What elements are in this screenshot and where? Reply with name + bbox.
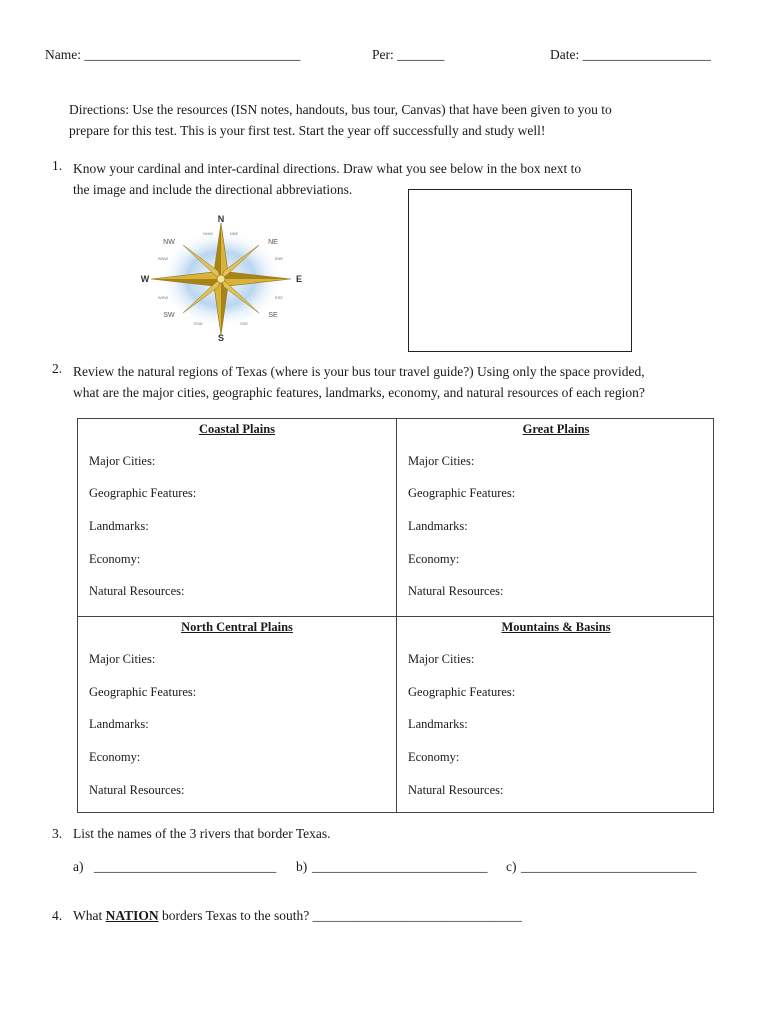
compass-label-e: E bbox=[295, 274, 303, 284]
question-4-before: What bbox=[73, 908, 106, 923]
compass-rose-icon bbox=[133, 213, 313, 343]
region-row: Landmarks: bbox=[408, 519, 468, 533]
question-2-line-2: what are the major cities, geographic features, landmarks, economy, and natural resources of each region? bbox=[73, 385, 645, 400]
answer-a-line[interactable]: ___________________________ bbox=[94, 859, 277, 874]
region-title: Mountains & Basins bbox=[501, 620, 611, 634]
region-row: Landmarks: bbox=[89, 717, 149, 731]
region-row: Natural Resources: bbox=[89, 783, 185, 797]
directions-line-1: Directions: Use the resources (ISN notes, handouts, bus tour, Canvas) that have been given to you to bbox=[69, 102, 612, 117]
regions-table bbox=[77, 418, 714, 813]
compass-label-nw: NW bbox=[163, 239, 175, 246]
compass-label-nnw: NNW bbox=[203, 231, 213, 236]
compass-label-sw: SW bbox=[163, 312, 175, 319]
name-field[interactable]: Name: ________________________________ bbox=[45, 47, 301, 62]
region-cell-coastal-plains[interactable] bbox=[78, 419, 396, 616]
answer-a-label: a) bbox=[73, 859, 84, 874]
region-row: Major Cities: bbox=[408, 652, 475, 666]
region-row: Landmarks: bbox=[408, 717, 468, 731]
region-row: Economy: bbox=[89, 552, 141, 566]
period-field[interactable]: Per: _______ bbox=[372, 47, 445, 62]
answer-c-line[interactable]: __________________________ bbox=[521, 859, 697, 874]
answer-c-label: c) bbox=[506, 859, 517, 874]
compass-label-wsw: WSW bbox=[157, 295, 169, 300]
compass-label-ese: ESE bbox=[274, 295, 284, 300]
region-cell-great-plains[interactable] bbox=[397, 419, 715, 616]
region-row: Geographic Features: bbox=[408, 486, 516, 500]
compass-label-n: N bbox=[217, 214, 225, 224]
region-row: Major Cities: bbox=[89, 454, 156, 468]
region-row: Geographic Features: bbox=[89, 486, 197, 500]
region-row: Natural Resources: bbox=[89, 584, 185, 598]
compass-label-sse: SSE bbox=[239, 321, 249, 326]
region-row: Natural Resources: bbox=[408, 584, 504, 598]
question-4-number: 4. bbox=[52, 908, 63, 923]
question-2-line-1: Review the natural regions of Texas (where is your bus tour travel guide?) Using only the space provided, bbox=[73, 364, 645, 379]
compass-label-ne: NE bbox=[268, 239, 278, 246]
compass-label-w: W bbox=[140, 274, 150, 284]
compass-drawing-box[interactable] bbox=[408, 189, 632, 352]
region-row: Economy: bbox=[408, 552, 460, 566]
question-4-text bbox=[73, 908, 522, 924]
answer-b-line[interactable]: __________________________ bbox=[312, 859, 488, 874]
directions-line-2: prepare for this test. This is your first test. Start the year off successfully and study well! bbox=[69, 123, 546, 138]
answer-b-label: b) bbox=[296, 859, 308, 874]
region-title: North Central Plains bbox=[181, 620, 293, 634]
region-title: Coastal Plains bbox=[198, 422, 276, 436]
region-cell-mountains-basins[interactable] bbox=[397, 617, 715, 814]
date-field[interactable]: Date: ___________________ bbox=[550, 47, 711, 62]
compass-label-se: SE bbox=[268, 312, 278, 319]
region-row: Major Cities: bbox=[408, 454, 475, 468]
compass-label-ssw: SSW bbox=[193, 321, 203, 326]
question-3-number: 3. bbox=[52, 826, 63, 841]
question-4-emphasis: NATION bbox=[105, 908, 159, 923]
region-cell-north-central-plains[interactable] bbox=[78, 617, 396, 814]
question-2-number: 2. bbox=[52, 361, 63, 376]
compass-label-ene: ENE bbox=[274, 256, 284, 261]
region-row: Landmarks: bbox=[89, 519, 149, 533]
region-row: Natural Resources: bbox=[408, 783, 504, 797]
question-4-after[interactable]: borders Texas to the south? _______________________________ bbox=[158, 908, 522, 923]
question-1-number: 1. bbox=[52, 158, 63, 173]
region-row: Major Cities: bbox=[89, 652, 156, 666]
directions bbox=[69, 99, 612, 141]
region-title: Great Plains bbox=[522, 422, 590, 436]
region-row: Geographic Features: bbox=[89, 685, 197, 699]
compass-label-nne: NNE bbox=[229, 231, 239, 236]
region-row: Economy: bbox=[89, 750, 141, 764]
compass-label-wnw: WNW bbox=[157, 256, 169, 261]
region-row: Economy: bbox=[408, 750, 460, 764]
question-2-text bbox=[73, 361, 645, 403]
question-3-text: List the names of the 3 rivers that border Texas. bbox=[73, 826, 331, 841]
compass-label-s: S bbox=[217, 333, 225, 343]
region-row: Geographic Features: bbox=[408, 685, 516, 699]
question-1-line-2: the image and include the directional abbreviations. bbox=[73, 182, 353, 197]
compass-rose-graphic bbox=[133, 213, 313, 343]
question-1-line-1: Know your cardinal and inter-cardinal directions. Draw what you see below in the box next to bbox=[73, 161, 582, 176]
